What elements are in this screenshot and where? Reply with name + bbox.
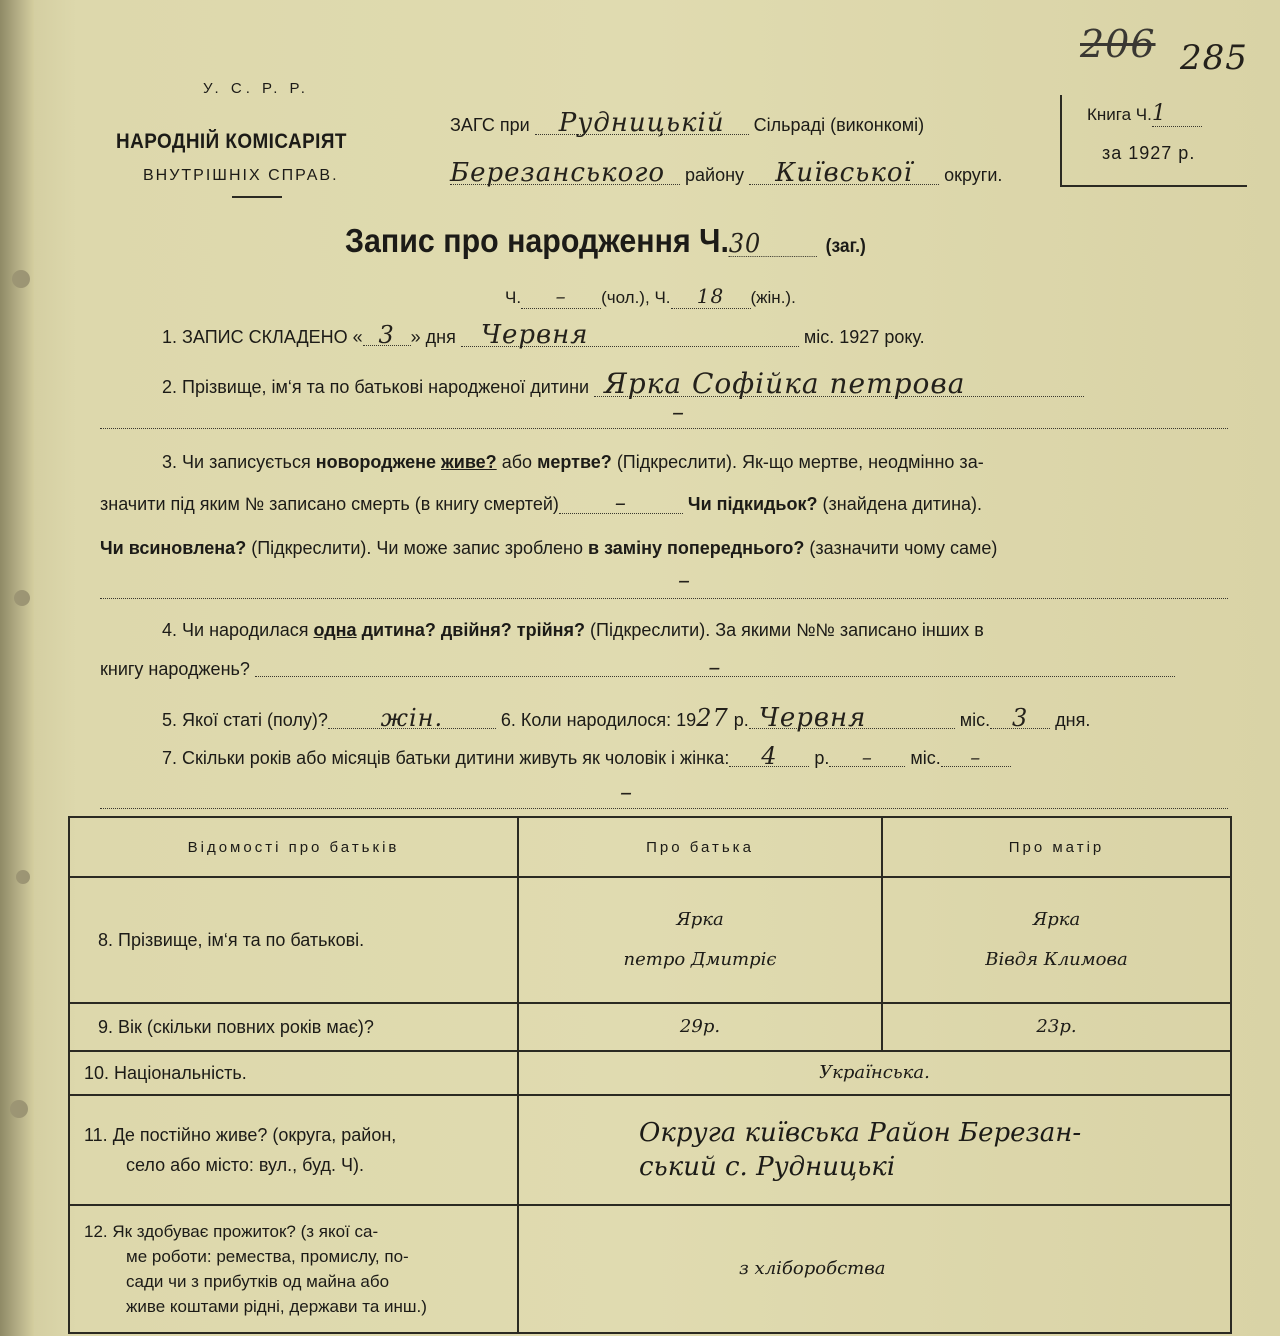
raion-line [450, 158, 1003, 188]
zags-line [450, 108, 925, 138]
field3-death-value: – [559, 495, 683, 514]
archive-number-crossed: 206 [1080, 22, 1156, 66]
nationality-value: Українська. [518, 1051, 1231, 1095]
male-suffix: (чол.), [601, 288, 650, 307]
field5-value: жін. [328, 708, 496, 729]
field3-rule [100, 598, 1228, 599]
book-spine [0, 0, 34, 1336]
field3-newborn: новороджене [315, 452, 436, 472]
field6-year: 27 [696, 704, 729, 732]
male-count: – [521, 284, 601, 309]
table-header-cell: Відомості про батьків [69, 817, 518, 877]
mother-name-cell [882, 877, 1231, 1003]
okruha-label: округи. [944, 165, 1003, 185]
field3-line2 [100, 491, 983, 516]
livelihood-value: з хліборобства [518, 1205, 1231, 1333]
female-suffix: (жін.). [750, 288, 796, 307]
book-value: 1 [1152, 101, 1202, 127]
field3-line3 [100, 538, 997, 559]
field2-dash: – [672, 398, 685, 426]
book-label: Книга Ч. [1087, 105, 1152, 124]
field1-suffix: міс. 1927 року. [803, 327, 925, 347]
field6-month-suffix: міс. [959, 710, 991, 730]
org-line2: НАРОДНІЙ КОМІСАРІЯТ [116, 130, 347, 153]
row-label-line: село або місто: вул., буд. Ч). [126, 1155, 364, 1175]
selrada-label: Сільраді (виконкомі) [753, 115, 925, 135]
row-label-line: живе коштами рідні, держави та инш.) [126, 1297, 427, 1316]
field2 [162, 367, 1084, 400]
field2-label: 2. Прізвище, ім‘я та по батькові народженої дитини [162, 377, 590, 397]
row-label [69, 1095, 518, 1205]
row-label [69, 1205, 518, 1333]
field6-day: 3 [990, 708, 1050, 729]
field6-month: Червня [749, 708, 955, 729]
book-year: за 1927 р. [1102, 143, 1196, 163]
father-name-cell [518, 877, 882, 1003]
record-title-label: Запис про народження Ч. [345, 222, 729, 259]
field5-label: 5. Якої статі (полу)? [162, 710, 328, 730]
field3-text-tail: (Підкреслити). Як-що мертве, неодмінно за- [616, 452, 984, 472]
raion-label: району [685, 165, 745, 185]
row-label-line: 11. Де постійно живе? (округа, район, [84, 1125, 397, 1145]
field7-months-suffix: міс. [910, 748, 941, 768]
table-row [69, 1205, 1231, 1333]
field3-adopted: Чи всиновлена? [100, 538, 247, 558]
field3-dash: – [678, 566, 691, 594]
field4-options: дитина? двійня? трійня? [361, 620, 586, 640]
row-label: 9. Вік (скільки повних років має)? [69, 1003, 518, 1051]
row-label: 10. Національність. [69, 1051, 518, 1095]
field7-years-suffix: р. [814, 748, 830, 768]
binding-hole [10, 1100, 28, 1118]
field2-value: Ярка Софійка петрова [594, 372, 1084, 397]
field6-year-suffix: р. [733, 710, 749, 730]
table-header-cell: Про батька [518, 817, 882, 877]
field4-text: 4. Чи народилася [162, 620, 309, 640]
field4-book-label: книгу народжень? [100, 659, 250, 679]
mother-surname: Ярка [1032, 909, 1081, 930]
table-header-row [69, 817, 1231, 877]
father-age: 29р. [518, 1003, 882, 1051]
field3-text: 3. Чи записується [162, 452, 311, 472]
table-row [69, 877, 1231, 1003]
field6-label: 6. Коли народилося: 19 [500, 710, 697, 730]
field7-months: – [829, 748, 905, 767]
mother-age: 23р. [882, 1003, 1231, 1051]
field3-line1 [162, 452, 984, 473]
field7-label: 7. Скільки років або місяців батьки дитини живуть як чоловік і жінка: [162, 748, 730, 768]
row-label-line: 12. Як здобуває прожиток? (з якої са- [84, 1222, 379, 1241]
field4-book-value: – [255, 658, 1175, 677]
field7-dash: – [620, 778, 633, 806]
field3-dead: мертве? [537, 452, 612, 472]
table-row [69, 1095, 1231, 1205]
male-label: Ч. [505, 288, 522, 307]
field5-6 [162, 704, 1090, 732]
field1-mid: » дня [410, 327, 456, 347]
field3-replace-text: (Підкреслити). Чи може запис зроблено [251, 538, 583, 558]
binding-hole [14, 590, 30, 606]
table-row [69, 1003, 1231, 1051]
field6-day-suffix: дня. [1055, 710, 1091, 730]
field2-rule [100, 428, 1228, 429]
field3-death-ref: значити під яким № записано смерть (в книгу смертей) [100, 494, 559, 514]
row-label-line: ме роботи: ремества, промислу, по- [126, 1247, 409, 1266]
field3-reason-note: (зазначити чому саме) [809, 538, 998, 558]
row-label-line: сади чи з прибутків од майна або [126, 1272, 390, 1291]
field7-years: 4 [729, 746, 809, 767]
record-subnumbers [505, 284, 796, 309]
female-label: Ч. [654, 288, 671, 307]
row-label: 8. Прізвище, ім‘я та по батькові. [69, 877, 518, 1003]
field3-foundling: Чи підкидьок? [687, 494, 818, 514]
field1-day: 3 [363, 325, 411, 346]
raion-value: Березанського [450, 162, 680, 185]
field1 [162, 320, 925, 350]
father-surname: Ярка [676, 909, 724, 930]
field7-rule [100, 808, 1228, 809]
field4-line2 [100, 653, 1175, 681]
residence-value [518, 1095, 1231, 1205]
table-header-cell: Про матір [882, 817, 1231, 877]
binding-hole [12, 270, 30, 288]
residence-line: Округа київська Район Березан- [639, 1118, 1082, 1148]
field7-tail: – [941, 748, 1011, 767]
field7 [162, 742, 1011, 770]
field3-replace: в заміну попереднього? [588, 538, 805, 558]
field3-or: або [501, 452, 533, 472]
field4-line1 [162, 620, 984, 641]
field3-alive: живе? [441, 452, 497, 472]
mother-given-names: Вівдя Климова [985, 949, 1128, 970]
record-number: 30 [729, 232, 817, 257]
father-given-names: петро Дмитріє [623, 949, 777, 970]
table-row [69, 1051, 1231, 1095]
field1-month: Червня [461, 324, 799, 347]
field4-single: одна [313, 620, 357, 640]
archive-number: 285 [1180, 38, 1248, 78]
header-divider [232, 196, 282, 198]
book-box [1060, 95, 1247, 187]
record-title [345, 222, 866, 260]
parents-table [68, 816, 1232, 1334]
zags-label: ЗАГС при [450, 115, 530, 135]
field1-label: 1. ЗАПИС СКЛАДЕНО « [162, 327, 363, 347]
female-count: 18 [671, 284, 751, 309]
field3-foundling-note: (знайдена дитина). [822, 494, 983, 514]
record-suffix: (заг.) [825, 236, 866, 257]
residence-line: ський с. Рудницькі [639, 1152, 896, 1182]
okruha-value: Київської [749, 162, 939, 185]
org-line1: У. С. Р. Р. [203, 80, 309, 97]
binding-hole [16, 870, 30, 884]
field4-text-tail: (Підкреслити). За якими №№ записано інших в [590, 620, 984, 640]
zags-value: Рудницькій [535, 112, 749, 135]
org-line3: ВНУТРІШНІХ СПРАВ. [143, 167, 339, 184]
